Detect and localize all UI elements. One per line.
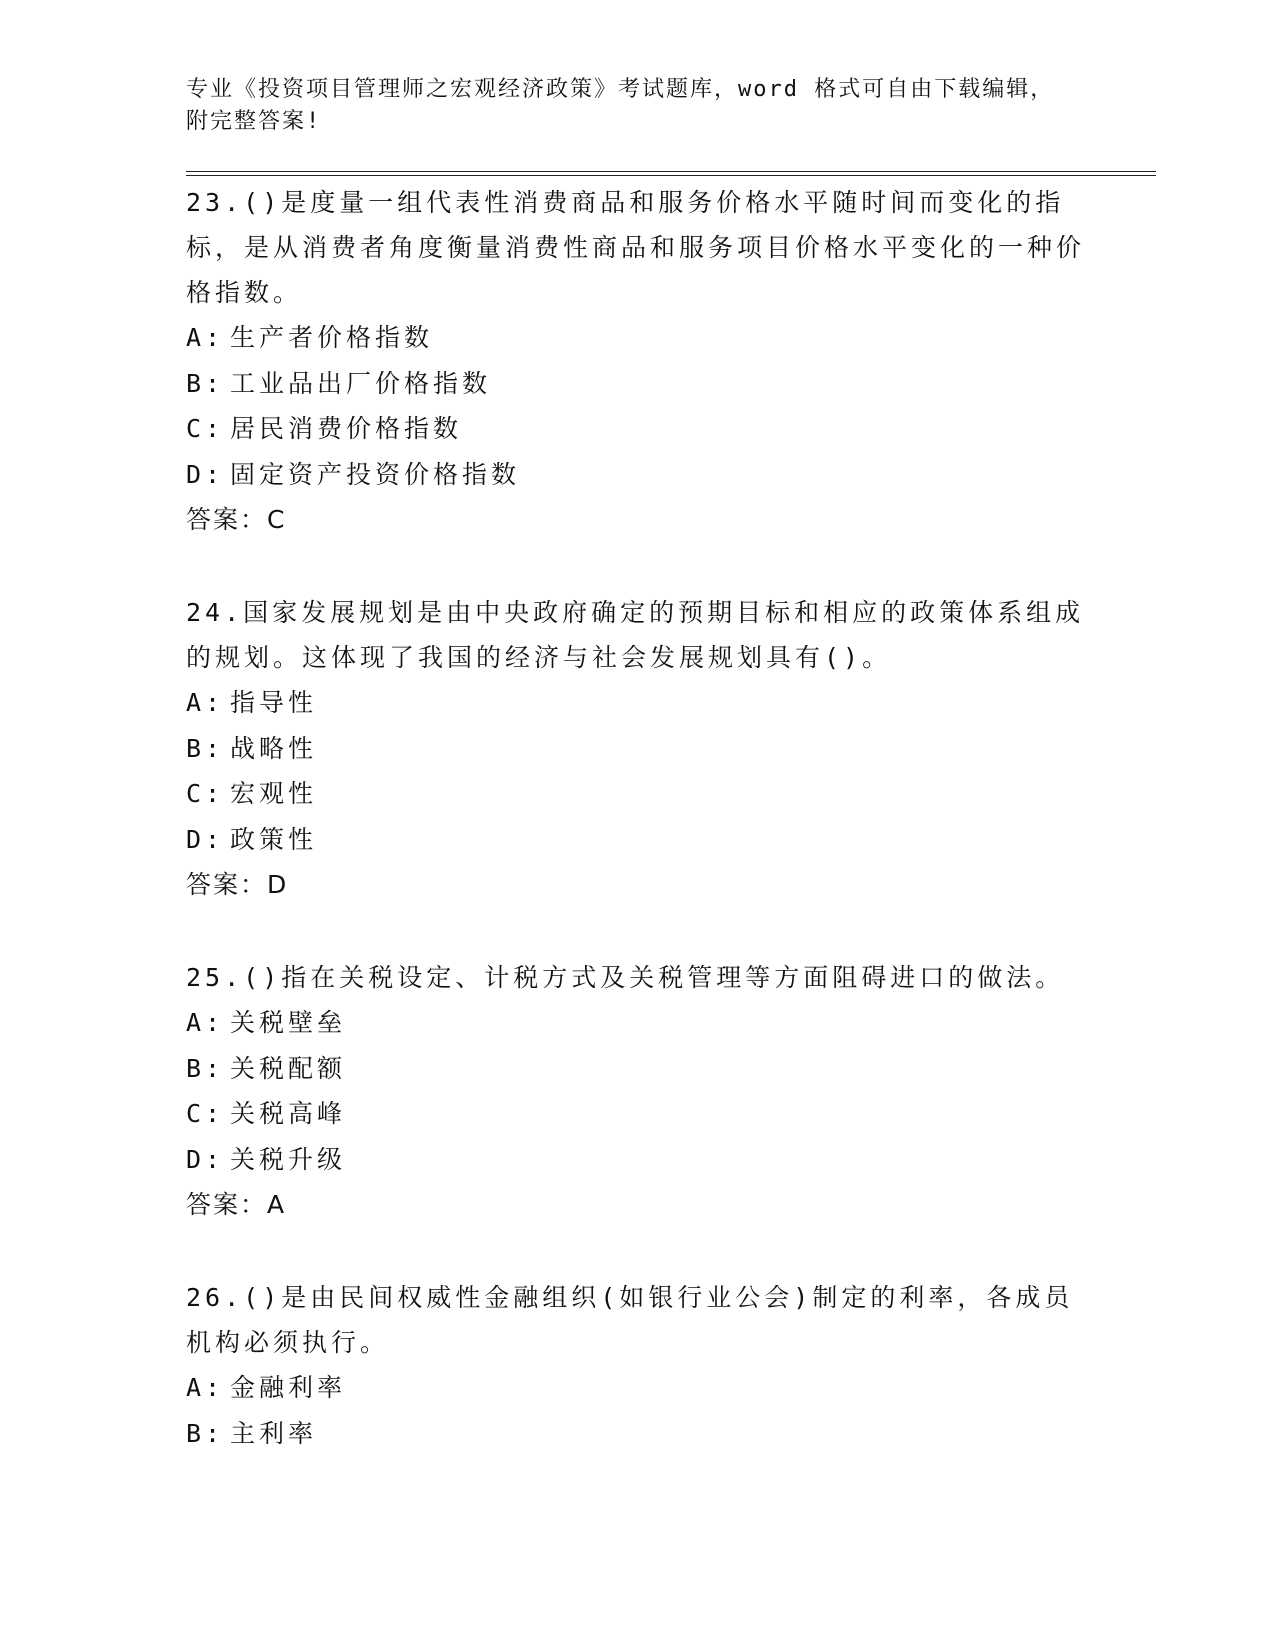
option-text: 关税升级 — [230, 1144, 347, 1174]
option-text: 固定资产投资价格指数 — [230, 459, 521, 489]
option-d — [186, 452, 1156, 498]
option-b — [186, 726, 1156, 772]
option-a — [186, 315, 1156, 361]
question-25 — [186, 955, 1156, 1227]
option-c — [186, 771, 1156, 817]
option-key: A: — [186, 1008, 225, 1037]
option-key: C: — [186, 1099, 225, 1128]
answer-line: 答案：C — [186, 505, 287, 534]
option-b — [186, 361, 1156, 407]
option-text: 关税配额 — [230, 1053, 347, 1083]
option-c — [186, 406, 1156, 452]
option-key: B: — [186, 368, 225, 398]
question-list — [186, 180, 1156, 1456]
option-key: C: — [186, 779, 225, 808]
answer-line: 答案：D — [186, 870, 289, 899]
question-stem: 25.()指在关税设定、计税方式及关税管理等方面阻碍进口的做法。 — [186, 963, 1065, 992]
option-key: D: — [186, 1144, 225, 1174]
option-key: A: — [186, 323, 225, 352]
option-text: 工业品出厂价格指数 — [230, 368, 492, 398]
option-key: B: — [186, 1418, 225, 1448]
option-key: B: — [186, 1053, 225, 1083]
header-line-2: 附完整答案! — [186, 109, 322, 134]
header-divider — [186, 171, 1156, 176]
option-text: 关税壁垒 — [230, 1008, 347, 1037]
question-stem: 24.国家发展规划是由中央政府确定的预期目标和相应的政策体系组成的规划。这体现了我国的经济与社会发展规划具有()。 — [186, 598, 1085, 672]
option-a — [186, 1000, 1156, 1046]
option-b — [186, 1046, 1156, 1092]
question-26 — [186, 1275, 1156, 1456]
header-line-1: 专业《投资项目管理师之宏观经济政策》考试题库，word 格式可自由下载编辑， — [186, 77, 1055, 102]
question-stem: 23.()是度量一组代表性消费商品和服务价格水平随时间而变化的指标，是从消费者角度衡量消费性商品和服务项目价格水平变化的一种价格指数。 — [186, 188, 1086, 307]
document-header — [186, 74, 1066, 138]
option-text: 战略性 — [230, 733, 318, 763]
option-text: 居民消费价格指数 — [230, 414, 463, 443]
question-stem: 26.()是由民间权威性金融组织(如银行业公会)制定的利率，各成员机构必须执行。 — [186, 1283, 1074, 1357]
option-key: A: — [186, 1373, 225, 1402]
option-b — [186, 1411, 1156, 1457]
answer-line: 答案：A — [186, 1190, 287, 1219]
option-d — [186, 1137, 1156, 1183]
option-text: 金融利率 — [230, 1373, 347, 1402]
option-text: 指导性 — [230, 688, 318, 717]
option-d — [186, 817, 1156, 863]
option-a — [186, 1365, 1156, 1411]
option-text: 宏观性 — [230, 779, 318, 808]
option-key: B: — [186, 733, 225, 763]
option-a — [186, 680, 1156, 726]
option-text: 生产者价格指数 — [230, 323, 434, 352]
option-key: D: — [186, 824, 225, 854]
option-text: 关税高峰 — [230, 1099, 347, 1128]
question-24 — [186, 590, 1156, 907]
question-23 — [186, 180, 1156, 542]
option-key: A: — [186, 688, 225, 717]
option-text: 主利率 — [230, 1418, 318, 1448]
option-text: 政策性 — [230, 824, 318, 854]
option-key: C: — [186, 414, 225, 443]
option-c — [186, 1091, 1156, 1137]
document-page — [186, 74, 1156, 1456]
option-key: D: — [186, 459, 225, 489]
